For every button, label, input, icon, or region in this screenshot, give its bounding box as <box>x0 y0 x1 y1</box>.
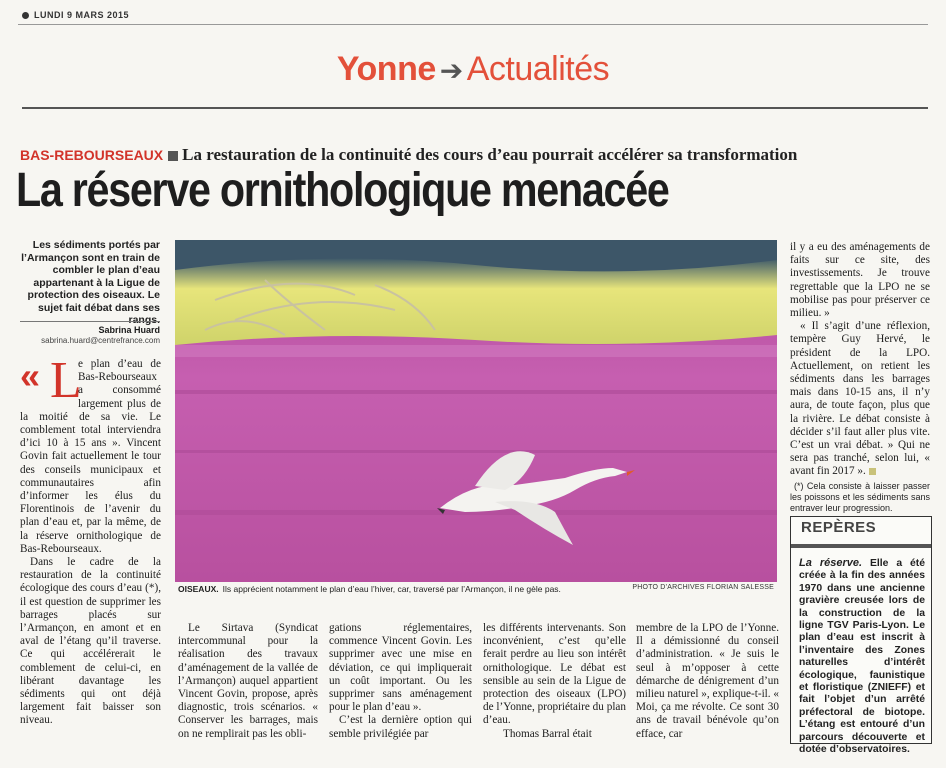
article-column-2 <box>178 622 318 741</box>
end-mark-icon <box>869 468 876 475</box>
article-photo <box>175 240 777 582</box>
paragraph: les différents intervenants. Son inconvénient, c’est qu’elle ferait perdre au lieu son intérêt ornithologique. Le débat est sensible au sein de la Ligue de protection des oiseaux (LPO) de l’Yonne, propriétaire du plan d’eau. <box>483 622 626 727</box>
arrow-right-icon: ➔ <box>439 55 463 86</box>
article-column-right <box>790 241 930 514</box>
article-column-5 <box>636 622 779 741</box>
caption-text: Ils apprécient notamment le plan d’eau l’hiver, car, traversé par l’Armançon, il ne gèle pas. <box>222 584 561 594</box>
paragraph: Thomas Barral était <box>503 727 592 740</box>
caption-label: OISEAUX. <box>178 584 219 594</box>
lead-paragraph: e plan d’eau de Bas-Rebourseaux a consommé largement plus de la moitié de sa vie. Le comblement total interviendra d’ici 10 à 15 ans ». Vincent Govin fait actuellement le tour des conseils municipaux et communautaires afin d’informer les élus du Florentinois de l’avenir du plan d’eau et, par la même, de la réserve ornithologique de Bas-Rebourseaux. <box>20 358 161 555</box>
section-region: Yonne <box>336 50 436 88</box>
swan-photo-illustration <box>175 240 777 582</box>
reperes-text: La réserve. Elle a été créée à la fin des années 1970 dans une ancienne gravière creusée lors de la construction de la ligne TGV Paris-Lyon. Le plan d’eau est inscrit à l’inventaire des Zones naturelles d’intérêt écologique, faunistique et floristique (ZNIEFF) et fait l’objet d’un arrêté préfectoral de biotope. L’étang est entouré d’un parcours découverte et dotée d’observatoires. <box>799 557 925 756</box>
kicker-subtitle: La restauration de la continuité des cours d’eau pourrait accélérer sa transformation <box>182 145 798 164</box>
paragraph: gations réglementaires, commence Vincent Govin. Les supprimer avec une mise en déviation, ce qui impliquerait un coût important. Ou les supprimer sans aménagement pour le plan d’eau ». <box>329 622 472 714</box>
article-column-4 <box>483 622 626 741</box>
section-name: Actualités <box>466 50 610 88</box>
chapo: Les sédiments portés par l’Armançon sont en train de combler le plan d’eau appartenant à la Ligue de protection des oiseaux. Le sujet fait débat dans ses rangs. <box>21 239 160 326</box>
square-bullet-icon <box>168 151 178 161</box>
reperes-lead: La réserve. <box>799 557 863 569</box>
article-column-3 <box>329 622 472 741</box>
photo-credit: PHOTO D’ARCHIVES FLORIAN SALESSE <box>632 584 774 591</box>
reperes-rule <box>791 544 931 548</box>
photo-caption <box>178 584 774 594</box>
author-name: Sabrina Huard <box>20 321 160 335</box>
paragraph: membre de la LPO de l’Yonne. Il a démissionné du conseil d’administration. « Je suis le seul à m’opposer à cette démarche de dénigrement d’un milieu naturel », explique-t-il. « Moi, ça me révolte. Ce sont 30 ans de travail bénévole qu’on efface, car <box>636 622 779 740</box>
author-email[interactable]: sabrina.huard@centrefrance.com <box>41 336 160 345</box>
section-rule <box>22 107 928 109</box>
paragraph: Le Sirtava (Syndicat intercommunal pour la réalisation des travaux d’aménagement de la vallée de l’Armançon) auquel appartient Vincent Govin, propose, après diagnostic, trois scénarios. « Conserver les barrages, mais on ne remplirait pas les obli- <box>178 622 318 740</box>
drop-cap: L <box>50 352 82 409</box>
article-column-1 <box>20 352 161 728</box>
kicker-place: BAS-REBOURSEAUX <box>20 147 164 163</box>
headline: La réserve ornithologique menacée <box>16 164 669 217</box>
paragraph: C’est la dernière option qui semble privilégiée par <box>329 714 472 740</box>
reperes-box <box>790 516 932 756</box>
top-rule <box>18 24 928 25</box>
quote-mark: « <box>20 355 41 396</box>
section-header <box>0 50 946 89</box>
footnote: (*) Cela consiste à laisser passer les poissons et les sédiments sans entraver leur progression. <box>790 480 930 513</box>
reperes-title: REPÈRES <box>801 519 877 536</box>
page-date: LUNDI 9 MARS 2015 <box>22 10 129 20</box>
kicker <box>20 145 797 165</box>
bullet-icon <box>22 12 29 19</box>
paragraph: Dans le cadre de la restauration de la continuité écologique des cours d’eau (*), il est question de supprimer les barrages placés sur l’Armançon, en amont et en aval de l’étang qu’il traverse. Ce qui accélérerait le comblement de celui-ci, en libérant davantage les sédiments qui ont déjà largement fait baisser son niveau. <box>20 556 161 727</box>
paragraph: il y a eu des aménagements de faits sur ce site, des investissements. Je trouve regrettable que la LPO ne se mobilise pas pour préserver ce milieu. » <box>790 241 930 320</box>
paragraph: « Il s’agit d’une réflexion, tempère Guy Hervé, le président de la LPO. Actuellement, on retient les sédiments dans les barrages mais dans 10-15 ans, il n’y aura, de toute façon, plus que la rivière. Le débat consiste à décider s’il faut aller plus vite. C’est un vrai débat. » Qui ne sera pas tranché, selon lui, « avant fin 2017 ». <box>790 320 930 478</box>
